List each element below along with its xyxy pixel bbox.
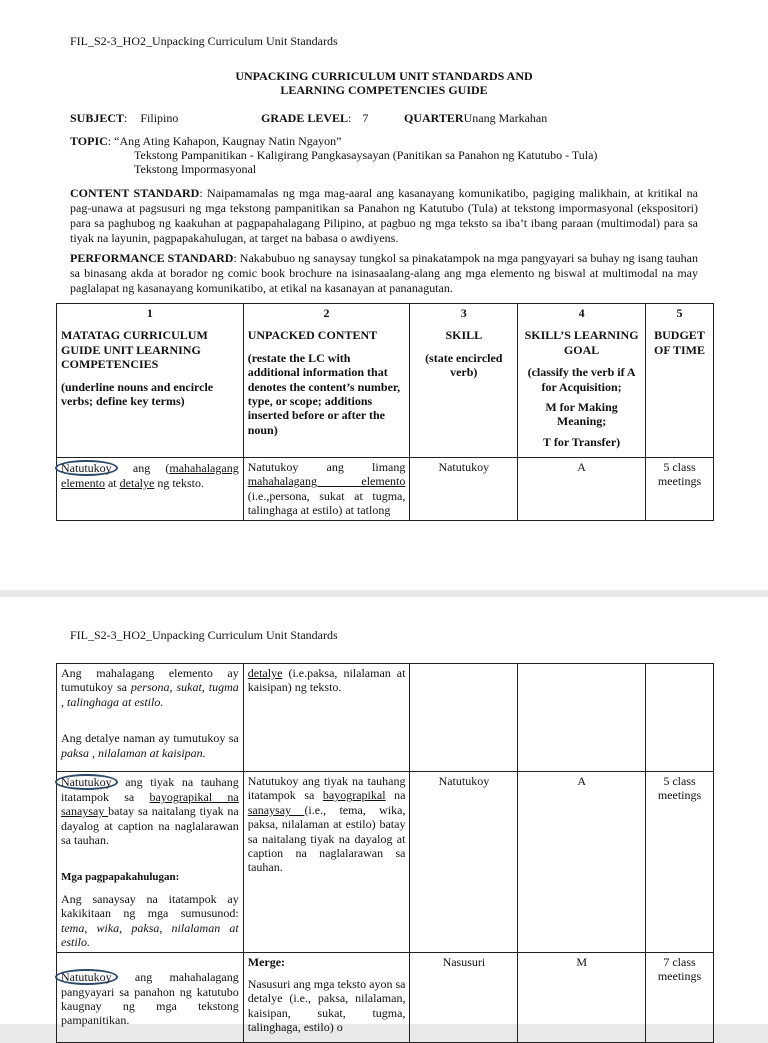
document-title-line1: UNPACKING CURRICULUM UNIT STANDARDS AND xyxy=(235,69,533,83)
row2-time: 5 class meetings xyxy=(646,772,714,953)
grade-label: GRADE LEVEL xyxy=(261,111,349,125)
row2-c2-text-e: (i.e., tema, wika, paksa, nilalaman at estilo) batay sa naitalang tiyak na dayalog at caption na naglalarawan sa tauhan. xyxy=(247,802,406,875)
row1-goal: A xyxy=(518,458,646,521)
quarter-label: QUARTER xyxy=(404,111,464,125)
row3-c2-text: Nasusuri ang mga teksto ayon sa detalye (i.e., paksa, nilalaman, kaisipan, sukat, tugma, talinghaga, estilo) o xyxy=(247,977,406,1035)
subject-value: Filipino xyxy=(140,111,179,125)
row2-c1-text-c: batay sa naitalang tiyak na dayalog at caption na naglalarawan sa tauhan. xyxy=(61,804,239,848)
row1-c2-noun: mahahalagang elemento xyxy=(247,474,406,489)
competencies-table-continued xyxy=(56,663,714,1043)
subject-label: SUBJECT xyxy=(70,111,125,125)
row1-unpacked xyxy=(243,458,410,521)
row2-unpacked xyxy=(243,772,410,953)
row3-time: 7 class meetings xyxy=(646,952,714,1042)
table-header-row xyxy=(57,304,714,458)
row2-c2-text-c: na xyxy=(385,788,406,803)
row1-definition-b: Ang detalye naman ay tumutukoy sa xyxy=(61,731,239,746)
row2-c1-noun: bayograpikal na sanaysay xyxy=(61,790,239,819)
col1-note: (underline nouns and encircle verbs; define key terms) xyxy=(61,379,214,409)
row3-unpacked xyxy=(243,952,410,1042)
col5-number: 5 xyxy=(676,306,683,320)
col2-number: 2 xyxy=(323,306,330,320)
row1-time-continued xyxy=(646,664,714,772)
row1-definition-a-terms: persona, sukat, tugma , talinghaga at estilo. xyxy=(61,680,239,709)
meta-row: SUBJECT: Filipino GRADE LEVEL: 7 QUARTERUnang Markahan xyxy=(70,111,548,125)
row2-definitions-label: Mga pagpapakahulugan: xyxy=(61,870,180,883)
row1-goal-continued xyxy=(518,664,646,772)
row1-c2-noun2: detalye xyxy=(247,666,283,680)
col4-note2: M for Making Meaning; xyxy=(545,400,618,429)
competencies-table xyxy=(56,303,714,521)
col3-heading: SKILL xyxy=(445,328,483,343)
col4-note: (classify the verb if A for Acquisition; xyxy=(527,365,636,394)
row1-c1-text-a: ang ( xyxy=(117,461,170,475)
row1-c2-cont-text: (i.e.paksa, nilalaman at kaisipan) ng teksto. xyxy=(247,666,406,695)
row1-encircled-verb: Natutukoy xyxy=(55,460,118,476)
row2-skill: Natutukoy xyxy=(410,772,518,953)
table-row xyxy=(57,664,714,772)
row2-competency xyxy=(57,772,244,953)
col4-note3: T for Transfer) xyxy=(543,434,621,449)
topic-label: TOPIC xyxy=(70,134,108,148)
col2-header xyxy=(243,304,410,458)
row2-goal: A xyxy=(518,772,646,953)
row1-skill: Natutukoy xyxy=(410,458,518,521)
topic-line1: : “Ang Ating Kahapon, Kaugnay Natin Ngayon” xyxy=(107,134,342,148)
row1-definition-b-terms: paksa , nilalaman at kaisipan. xyxy=(61,745,206,760)
col4-header xyxy=(518,304,646,458)
document-title-line2: LEARNING COMPETENCIES GUIDE xyxy=(280,83,488,97)
row1-competency-continued xyxy=(57,664,244,772)
row2-c1-text-a: ang tiyak na tauhang itatampok sa xyxy=(61,775,239,804)
row3-encircled-verb: Natutukoy xyxy=(55,969,118,985)
row2-c2-noun2: sanaysay xyxy=(247,802,305,817)
row3-competency xyxy=(57,952,244,1042)
row2-definition-terms: tema, wika, paksa, nilalaman at estilo. xyxy=(61,920,239,950)
row1-skill-continued xyxy=(410,664,518,772)
row1-competency xyxy=(57,458,244,521)
performance-standard-label: PERFORMANCE STANDARD xyxy=(70,251,234,265)
topic-line3: Tekstong Impormasyonal xyxy=(134,162,257,176)
document-header-page2: FIL_S2-3_HO2_Unpacking Curriculum Unit Standards xyxy=(70,628,338,642)
row1-c1-noun: mahahalagang elemento xyxy=(61,461,239,490)
row3-merge-label: Merge: xyxy=(247,954,286,969)
topic-line2: Tekstong Pampanitikan - Kaligirang Pangkasaysayan (Panitikan sa Panahon ng Katutubo - Tula) xyxy=(134,148,598,162)
row2-c2-text-a: Natutukoy ang tiyak na tauhang itatampok sa xyxy=(247,774,406,803)
col3-note: (state encircled verb) xyxy=(425,350,503,380)
table-row xyxy=(57,458,714,521)
quarter-value: Unang Markahan xyxy=(463,111,548,125)
row1-unpacked-continued xyxy=(243,664,410,772)
row1-c2-text-c: (i.e.,persona, sukat at tugma, talinghaga at estilo) at tatlong xyxy=(247,488,406,518)
row2-c2-noun: bayograpikal xyxy=(322,788,386,803)
document-header: FIL_S2-3_HO2_Unpacking Curriculum Unit Standards xyxy=(70,34,338,48)
row1-definition-a: Ang mahalagang elemento ay tumutukoy sa xyxy=(61,666,239,695)
table-row xyxy=(57,772,714,953)
col4-heading: SKILL’S LEARNING GOAL xyxy=(524,328,639,357)
row1-c1-text-c: at xyxy=(104,476,120,490)
topic xyxy=(70,134,341,148)
grade-value: 7 xyxy=(362,111,369,125)
col5-header xyxy=(645,304,713,458)
content-standard-text: : Naipamamalas ng mga mag-aaral ang kasanayang komunikatibo, pagiging malikhain, at kritikal na pag-unawa at pagsusuri ng mga tekstong pampanitikan sa Panahon ng Katutubo (Tula) at tekstong impormasyonal (ekspositori) para sa paghubog ng kaakuhan at pagpapahalagang Pilipino, at pagbuo ng mga teksto sa iba’t ibang paraan (multimodal) para sa tiyak na layunin, pagpapakahulugan, at target na babasa o awdiyens. xyxy=(70,186,698,245)
page-2 xyxy=(0,597,768,1035)
col3-header xyxy=(410,304,518,458)
col2-note: (restate the LC with additional information that denotes the content’s number, type, or scope; additions inserted before or after the noun) xyxy=(247,350,401,437)
col3-number: 3 xyxy=(460,306,467,320)
col4-number: 4 xyxy=(578,306,585,320)
row3-skill: Nasusuri xyxy=(410,952,518,1042)
content-standard xyxy=(70,186,698,246)
row1-c1-noun2: detalye xyxy=(119,476,155,490)
col1-header xyxy=(57,304,244,458)
row1-c2-text-a: Natutukoy ang limang xyxy=(247,460,406,474)
row1-c1-text-e: ng teksto. xyxy=(154,476,204,490)
row1-time: 5 class meetings xyxy=(645,458,713,521)
col1-heading: MATATAG CURRICULUM GUIDE UNIT LEARNING COMPETENCIES xyxy=(61,328,208,372)
col2-heading: UNPACKED CONTENT xyxy=(247,328,378,343)
row2-definition-text: Ang sanaysay na itatampok ay kakikitaan ng mga sumusunod: xyxy=(61,892,239,921)
col1-number: 1 xyxy=(146,306,153,320)
performance-standard xyxy=(70,251,698,296)
row3-goal: M xyxy=(518,952,646,1042)
row2-encircled-verb: Natutukoy xyxy=(55,774,118,790)
table-row xyxy=(57,952,714,1042)
col5-heading: BUDGET OF TIME xyxy=(653,328,705,357)
row3-c1-text-a: ang mahahalagang pangyayari sa panahon ng katutubo kaugnay ng mga tekstong pampanitikan. xyxy=(61,969,239,1028)
content-standard-label: CONTENT STANDARD xyxy=(70,186,200,200)
performance-standard-text: : Nakabubuo ng sanaysay tungkol sa pinakatampok na mga pangyayari sa buhay ng isang tauhan sa binasang akda at borador ng comic book brochure na isinasaalang-alang ang mga elemento ng biswal at multimodal na may paglalapat ng kasanayang komunikatibo, at etikal na kasanayan at pananagutan. xyxy=(70,251,699,295)
